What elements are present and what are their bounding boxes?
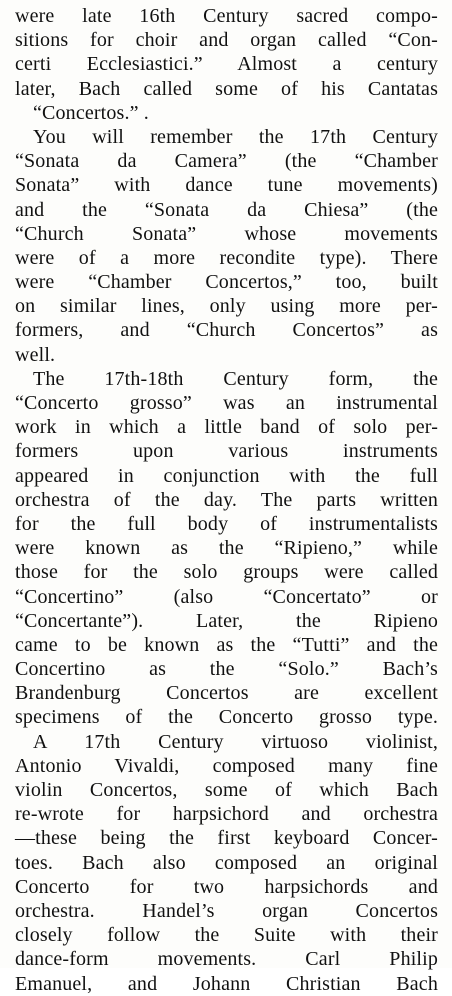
text-line: “Concertante”). Later, the Ripieno <box>15 609 438 632</box>
paragraph-3 <box>15 367 438 730</box>
text-line: A 17th Century virtuoso violinist, <box>33 730 438 753</box>
text-line: dance-form movements. Carl Philip <box>15 948 438 971</box>
text-line: were “Chamber Concertos,” too, built <box>15 271 438 294</box>
text-line: Emanuel, and Johann Christian Bach <box>15 972 438 995</box>
text-line: “Concertos.” . <box>33 101 149 124</box>
text-line: re-wrote for harpsichord and orchestra <box>15 803 438 826</box>
text-line: Concertino as the “Solo.” Bach’s <box>15 658 438 681</box>
text-line: “Concertino” (also “Concertato” or <box>15 585 438 608</box>
text-line: You will remember the 17th Century <box>33 125 438 148</box>
text-line: well. <box>15 343 56 366</box>
text-line: sitions for choir and organ called “Con- <box>15 29 438 52</box>
text-line: “Church Sonata” whose movements <box>15 222 438 245</box>
text-line: orchestra. Handel’s organ Concertos <box>15 899 438 922</box>
text-line: Concerto for two harpsichords and <box>15 875 438 898</box>
text-line: were known as the “Ripieno,” while <box>15 537 438 560</box>
text-line: The 17th-18th Century form, the <box>33 367 438 390</box>
text-line: “Sonata da Camera” (the “Chamber <box>15 150 438 173</box>
text-line: on similar lines, only using more per- <box>15 295 438 318</box>
text-line: closely follow the Suite with their <box>15 924 438 947</box>
text-line: violin Concertos, some of which Bach <box>15 779 438 801</box>
text-line: appeared in conjunction with the full <box>15 464 438 487</box>
text-line: were of a more recondite type). There <box>15 246 438 269</box>
text-line: toes. Bach also composed an original <box>15 851 438 874</box>
text-line: Brandenburg Concertos are excellent <box>15 682 438 705</box>
paragraph-1 <box>15 4 438 125</box>
text-line: —these being the first keyboard Concer- <box>15 827 438 850</box>
text-line: certi Ecclesiastici.” Almost a century <box>15 53 438 76</box>
text-line: Sonata” with dance tune movements) <box>15 174 438 197</box>
text-line: those for the solo groups were called <box>15 561 438 584</box>
text-line: for the full body of instrumentalists <box>15 512 438 535</box>
text-line: came to be known as the “Tutti” and the <box>15 633 438 656</box>
paragraph-2 <box>15 125 438 367</box>
text-line: later, Bach called some of his Cantatas <box>15 77 438 100</box>
paragraph-4 <box>15 730 438 996</box>
text-line: “Concerto grosso” was an instrumental <box>15 392 438 414</box>
text-line: formers upon various instruments <box>15 440 438 463</box>
text-line: were late 16th Century sacred compo- <box>15 5 438 27</box>
text-line: Antonio Vivaldi, composed many fine <box>15 754 438 777</box>
text-line: and the “Sonata da Chiesa” (the <box>15 198 438 221</box>
text-line: specimens of the Concerto grosso type. <box>15 706 438 729</box>
text-line: formers, and “Church Concertos” as <box>15 319 438 342</box>
text-line: work in which a little band of solo per- <box>15 416 438 439</box>
text-line: orchestra of the day. The parts written <box>15 488 438 511</box>
